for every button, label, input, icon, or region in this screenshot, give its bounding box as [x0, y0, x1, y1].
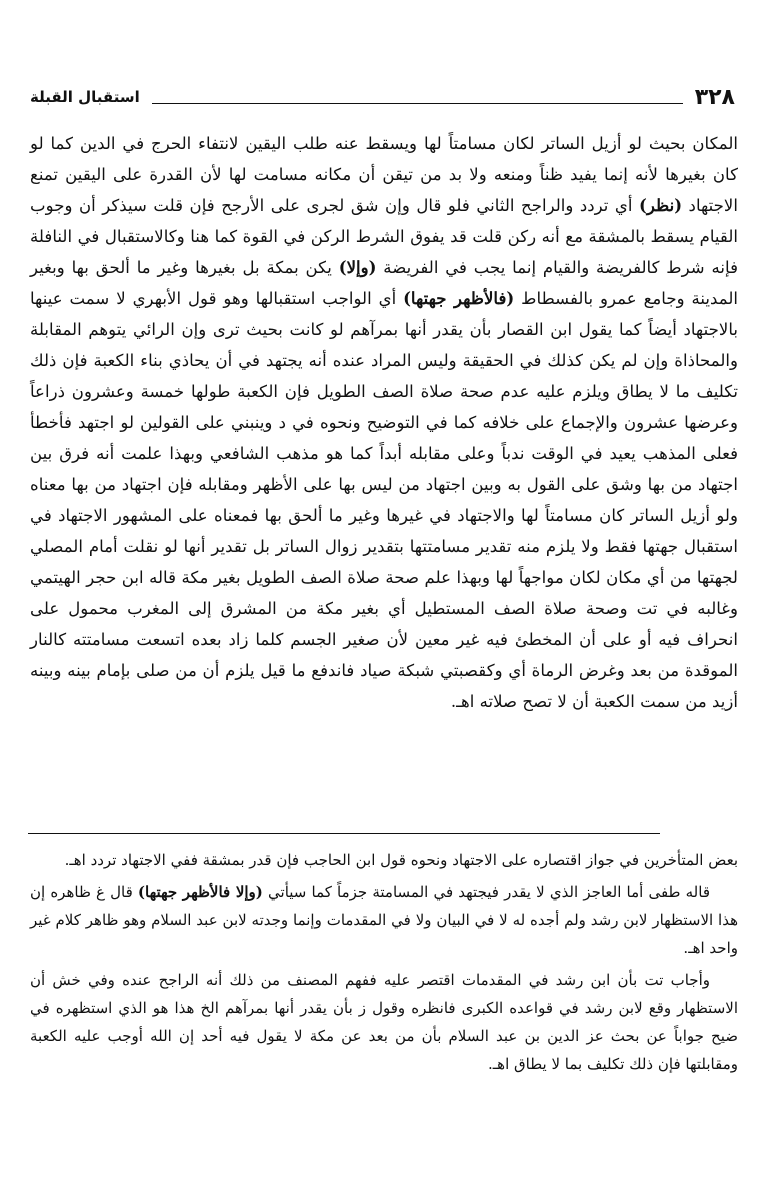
footnote-paragraph: بعض المتأخرين في جواز اقتصاره على الاجتهاد ونحوه قول ابن الحاجب فإن قدر بمشقة ففي الاجتهاد تردد اهـ. — [64, 851, 738, 869]
text-segment: المكان بحيث لو أزيل الساتر لكان مسامتاً لها ويسقط عنه طلب اليقين لانتفاء الحرج في الدين كما لو كان بغيرها لأنه إنما يفيد ظناً ومنعه ولا بد من تيقن أن مكانه مسامت لها لأن القدرة على اليقين تمنع الاجتهاد — [30, 134, 738, 215]
footnote-paragraph: وأجاب تت بأن ابن رشد في المقدمات اقتصر عليه ففهم المصنف من ذلك أنه الراجح عنده وفي خش أن الاستظهار وقع لابن رشد في قواعده الكبرى فانظره وقول ز بأن يقدر أنها بمرآهم الخ هذا هو الذي استظهره في ضيح جواباً عن بحث عز الدين بن عبد السلام بأن من بعد عن مكة لا يقول فيه أحد إن الله أوجب عليه الكعبة ومقابلتها فإن ذلك تكليف بما لا يطاق اهـ. — [30, 971, 738, 1073]
main-paragraph — [30, 128, 738, 717]
page-number: ٣٢٨ — [694, 84, 735, 110]
matn-phrase: (فالأظهر جهتها) — [403, 288, 515, 308]
matn-phrase: (نظر) — [638, 195, 683, 215]
running-title: استقبال القبلة — [30, 88, 140, 106]
text-segment: يكن بمكة بل بغيرها وغير ما ألحق بها وبغير المدينة وجامع عمرو بالفسطاط — [30, 258, 738, 308]
text-segment: أي الواجب استقبالها وهو قول الأبهري لا سمت عينها بالاجتهاد أيضاً كما يقول ابن القصار بأن يقدر أنها بمرآهم لو كانت بحيث ترى وإن الرائي يتوهم المقابلة والمحاذاة وإن لم يكن كذلك في الحقيقة وليس المراد عنده أنه يجتهد في أن يحاذي بناء الكعبة فإن ذلك تكليف ما لا يطاق ويلزم عليه عدم صحة صلاة الصف الطويل فإن الكعبة طولها خمسة وعشرون ذراعاً وعرضها عشرون والإجماع على خلافه كما في التوضيح ونحوه في د وينبني على القولين لو اجتهد فأخطأ فعلى المذهب يعيد في الوقت ندباً وعلى مقابله أبداً كما هو مذهب الشافعي وبهذا علمت أنه فرق بين اجتهاد من بها وشق على القول به وبين اجتهاد من ليس بها على الأظهر ومقابله فإن اجتهاد من بها معناه ولو أزيل الساتر كان مسامتاً لها والاجتهاد في غيرها وغير ما ألحق بها فمعناه على المشهور الاجتهاد في استقبال جهتها فقط ولا يلزم منه تقدير مسامتتها بتقدير زوال الساتر بل تقدير أنها لو نقلت أمام المصلي لجهتها من أي مكان لكان مواجهاً لها وبهذا علم صحة صلاة الصف الطويل بغير مكة قاله ابن حجر الهيتمي وغالبه في تت وصحة صلاة الصف المستطيل أي بغير مكة من المشرق إلى المغرب محمول على انحراف فيه أو على أن المخطئ فيه غير معين لأن صغير الجسم كلما زاد بعده اتسعت مسامتته كالنار الموقدة من بعد وغرض الرماة أي وكقصبتي شبكة صياد فاندفع ما قيل يلزم أن من صلى بإمام بينه وبينه أزيد من سمت الكعبة أن لا تصح صلاته اهـ. — [30, 289, 738, 711]
matn-phrase: (وإلا) — [338, 257, 377, 277]
footnotes — [30, 846, 738, 1082]
main-text — [30, 128, 738, 717]
footnote-separator — [28, 833, 660, 834]
page-header — [30, 82, 735, 112]
footnote-text: قال غ ظاهره إن هذا الاستظهار لابن رشد ولم أجده له لا في البيان ولا في المقدمات وإنما وجدته لابن عبد السلام وهو ظاهر كلام غير واحد اهـ. — [30, 883, 738, 957]
footnote-paragraph — [30, 878, 738, 962]
footnote-text: قاله طفى أما العاجز الذي لا يقدر فيجتهد في المسامتة جزماً كما سيأتي — [262, 883, 710, 901]
header-rule — [152, 103, 683, 104]
text-segment: أي تردد والراجح الثاني فلو قال وإن شق لجرى على الأرجح فإن قلت سيذكر أن وجوب القيام يسقط بالمشقة مع أنه ركن قلت قد يفوق الشرط الركن في القوة كما هنا وكالاستقبال في النافلة فإنه شرط كالفريضة والقيام إنما يجب في الفريضة — [30, 196, 739, 277]
matn-phrase: (وإلا فالأظهر جهتها) — [137, 883, 263, 901]
